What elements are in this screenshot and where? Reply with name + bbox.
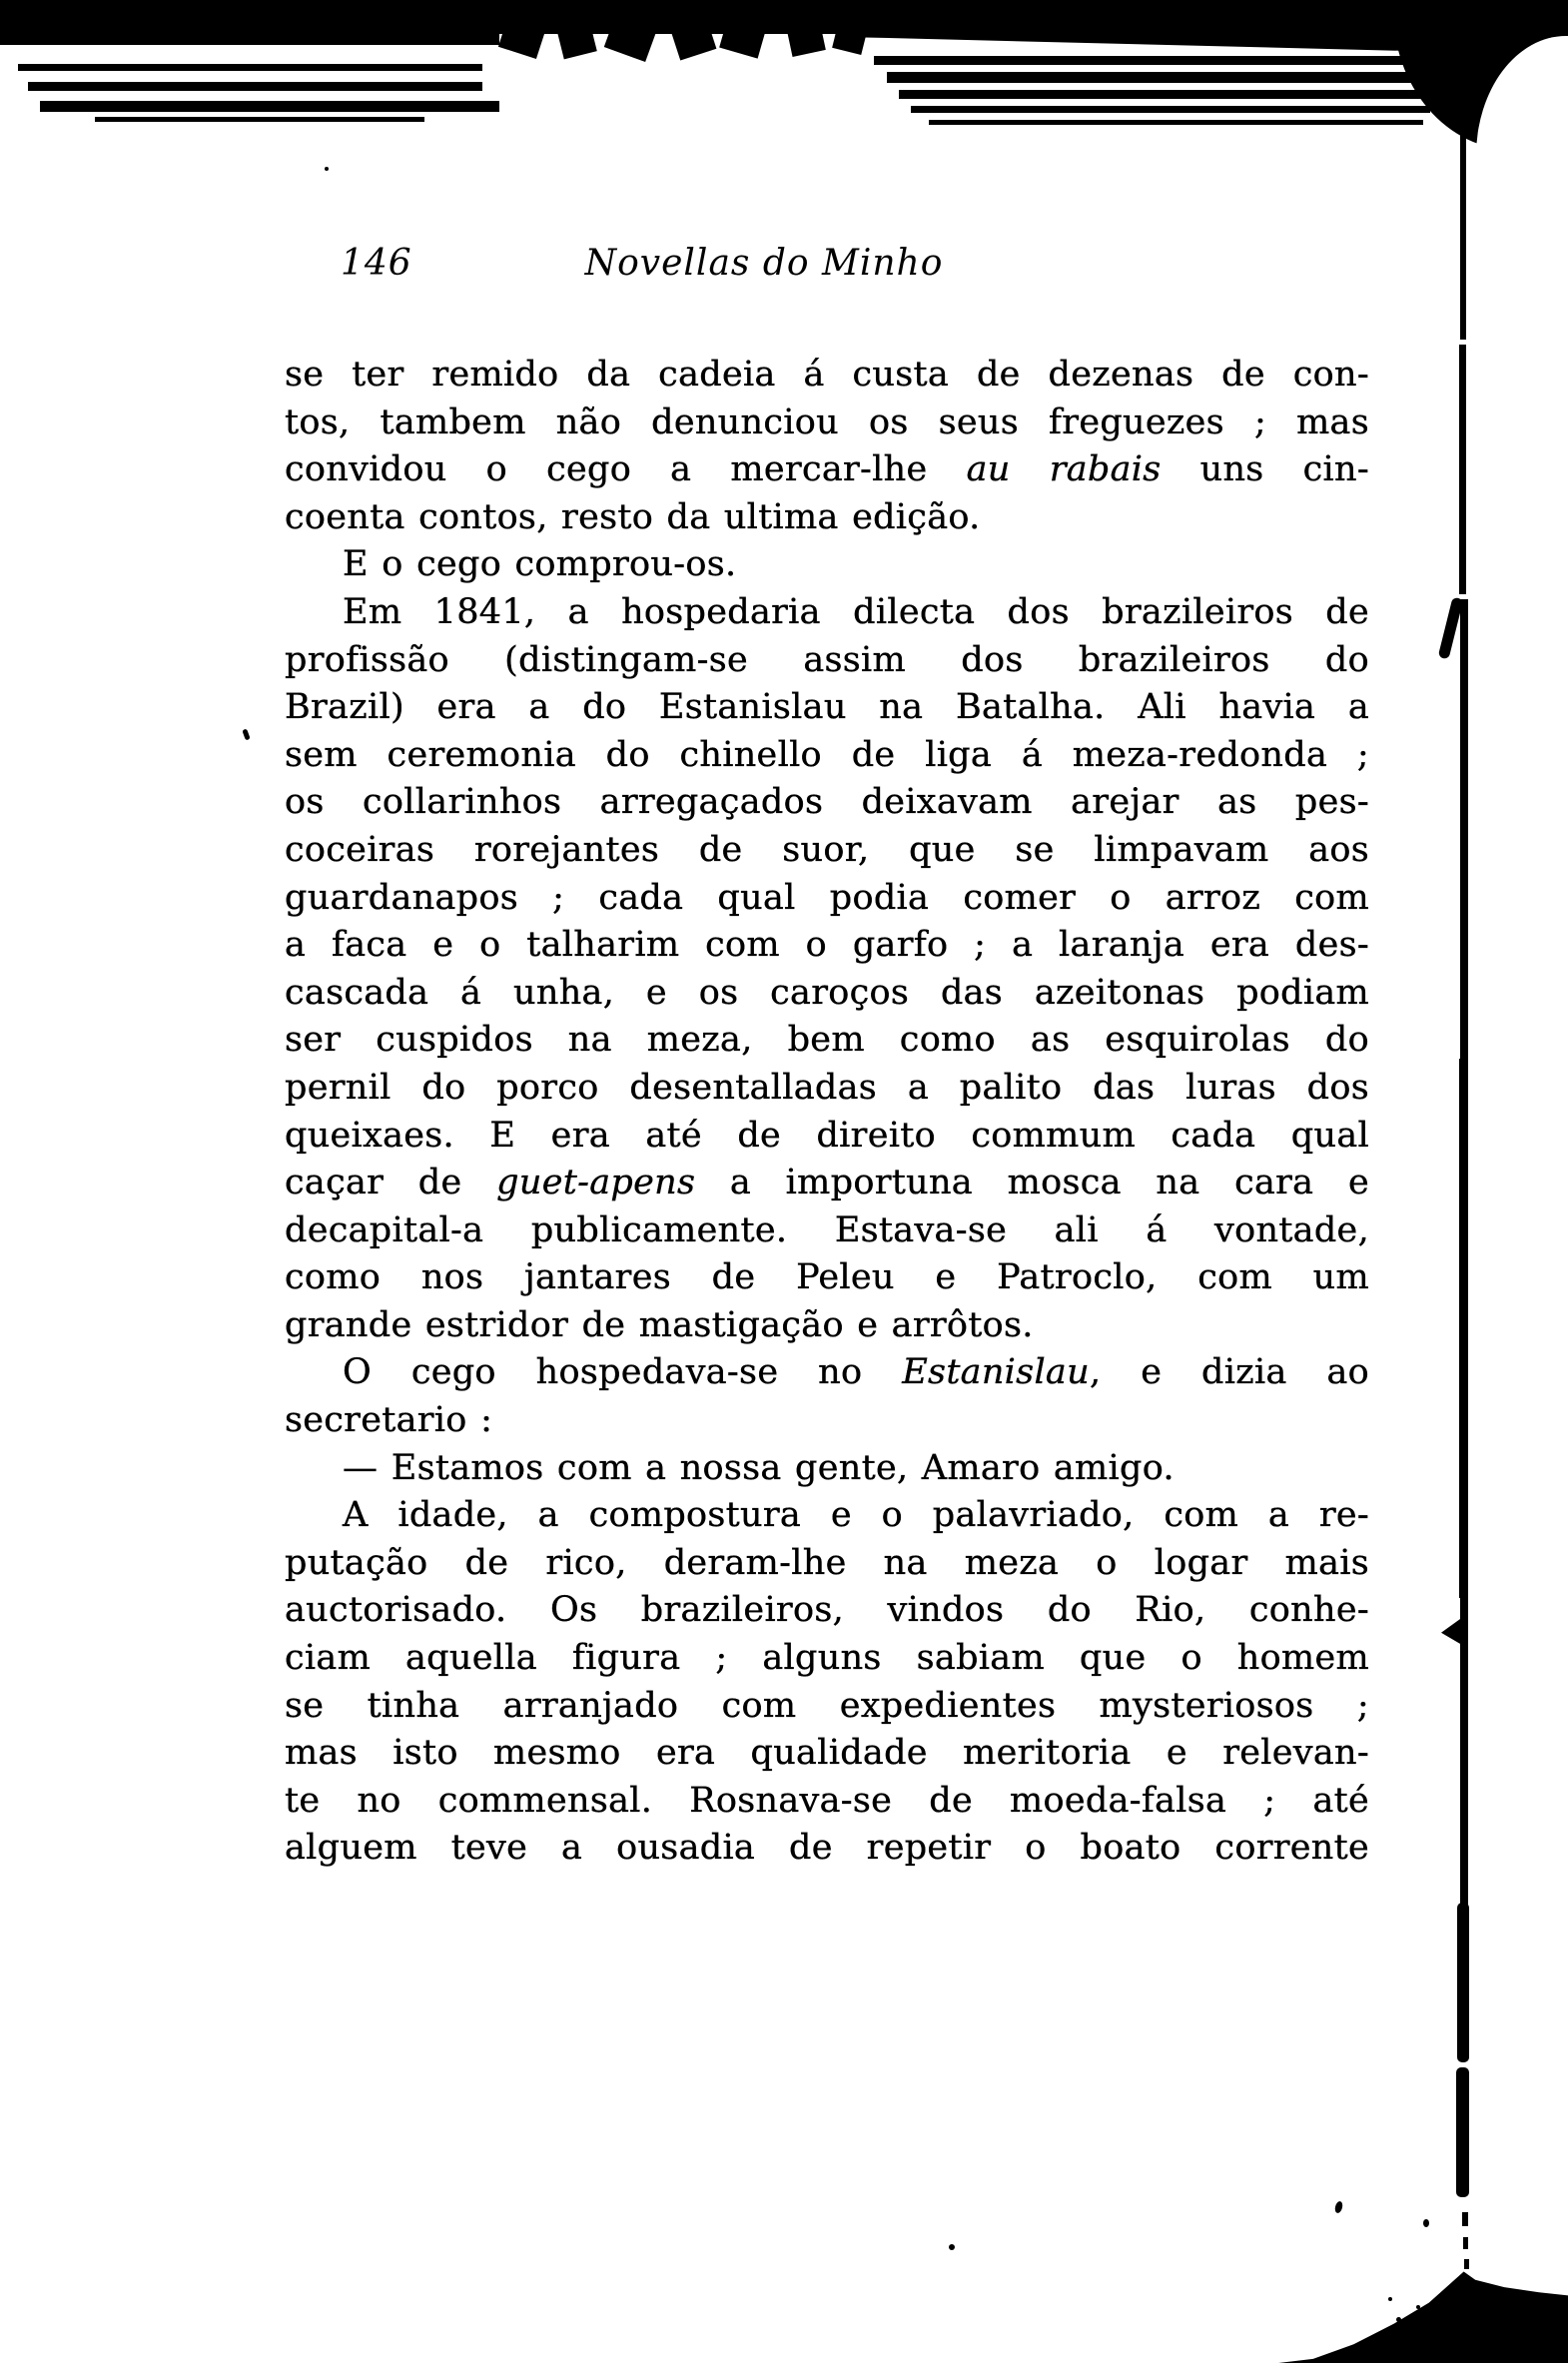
text-line: como nos jantares de Peleu e Patroclo, com um	[285, 1257, 1369, 1298]
page-edge-line	[1460, 599, 1468, 1059]
scan-artifact-top-band-right	[864, 0, 1448, 52]
page-edge-line	[1460, 1598, 1468, 1908]
text-line: tos, tambem não denunciou os seus freguezes ; mas	[285, 401, 1369, 442]
dust-speck	[1396, 2317, 1401, 2322]
text-line: Em 1841, a hospedaria dilecta dos brazileiros de	[343, 591, 1369, 632]
text-line: alguem teve a ousadia de repetir o boato corrente	[285, 1828, 1369, 1869]
scan-streak	[40, 101, 499, 112]
text-line: se ter remido da cadeia á custa de dezenas de con-	[285, 355, 1369, 394]
running-title: Novellas do Minho	[584, 243, 944, 284]
scan-streak	[929, 120, 1423, 125]
page-edge-line	[1459, 1059, 1468, 1598]
text-line: A idade, a compostura e o palavriado, com a re-	[343, 1495, 1369, 1536]
scan-streak	[874, 56, 1433, 65]
scan-artifact-top-band-left	[0, 30, 499, 45]
text-line: profissão (distingam-se assim dos brazileiros do	[285, 639, 1369, 680]
text-line: coenta contos, resto da ultima edição.	[285, 496, 981, 537]
text-line: — Estamos com a nossa gente, Amaro amigo.	[343, 1447, 1175, 1488]
scan-streak	[28, 82, 482, 91]
text-line: E o cego comprou-os.	[343, 544, 737, 585]
scan-streak	[911, 106, 1430, 113]
page-edge-line-dot	[1463, 2237, 1468, 2249]
text-line: te no commensal. Rosnava-se de moeda-falsa ; até	[285, 1780, 1369, 1821]
ink-speck	[242, 728, 250, 740]
page-edge-line	[1460, 20, 1466, 340]
text-line: pernil do porco desentalladas a palito das luras dos	[285, 1067, 1369, 1108]
page-edge-line	[1459, 345, 1466, 594]
text-line: coceiras rorejantes de suor, que se limpavam aos	[285, 829, 1369, 870]
text-line: convidou o cego a mercar-lhe au rabais uns cin-	[285, 449, 1369, 490]
text-line: ser cuspidos na meza, bem como as esquirolas do	[285, 1020, 1369, 1061]
text-line: guardanapos ; cada qual podia comer o arroz com	[285, 877, 1369, 918]
scan-streak	[18, 64, 482, 71]
running-header	[285, 243, 1369, 295]
text-line: a faca e o talharim com o garfo ; a laranja era des-	[285, 925, 1369, 966]
text-line: secretario :	[285, 1400, 493, 1441]
page-edge-line	[1456, 2067, 1469, 2197]
ink-speck	[949, 2244, 955, 2250]
page-edge-line-dot	[1462, 2212, 1468, 2226]
text-line: decapital-a publicamente. Estava-se ali á vontade,	[285, 1209, 1369, 1250]
dust-speck	[1410, 2332, 1416, 2337]
scan-streak	[887, 72, 1434, 83]
text-line: ciam aquella figura ; alguns sabiam que o homem	[285, 1638, 1369, 1679]
text-line: Brazil) era a do Estanislau na Batalha. Ali havia a	[285, 687, 1369, 728]
body-text	[285, 352, 1369, 1873]
page-curl-shadow	[1278, 2259, 1568, 2363]
page-number: 146	[341, 243, 412, 284]
page-edge-line-dot	[1464, 2259, 1469, 2269]
text-line: sem ceremonia do chinello de liga á meza-redonda ;	[285, 734, 1369, 775]
text-line: os collarinhos arregaçados deixavam arejar as pes-	[285, 782, 1369, 823]
text-line: caçar de guet-apens a importuna mosca na cara e	[285, 1163, 1369, 1203]
text-line: auctorisado. Os brazileiros, vindos do Rio, conhe-	[285, 1590, 1369, 1631]
text-line: queixaes. E era até de direito commum cada qual	[285, 1115, 1369, 1156]
text-line: se tinha arranjado com expedientes mysteriosos ;	[285, 1685, 1369, 1726]
text-line: putação de rico, deram-lhe na meza o logar mais	[285, 1542, 1369, 1583]
ink-speck	[325, 167, 329, 171]
text-line: O cego hospedava-se no Estanislau, e dizia ao	[343, 1352, 1369, 1393]
scan-streak	[95, 117, 424, 122]
dust-speck	[1416, 2305, 1420, 2309]
page-edge-line	[1457, 1903, 1469, 2062]
text-line: cascada á unha, e os caroços das azeitonas podiam	[285, 972, 1369, 1013]
text-line: grande estridor de mastigação e arrôtos.	[285, 1304, 1034, 1345]
scan-streak	[899, 90, 1433, 99]
ink-speck	[1334, 2200, 1344, 2213]
ink-speck	[1423, 2219, 1429, 2227]
text-line: mas isto mesmo era qualidade meritoria e relevan-	[285, 1733, 1369, 1774]
dust-speck	[1388, 2297, 1392, 2301]
